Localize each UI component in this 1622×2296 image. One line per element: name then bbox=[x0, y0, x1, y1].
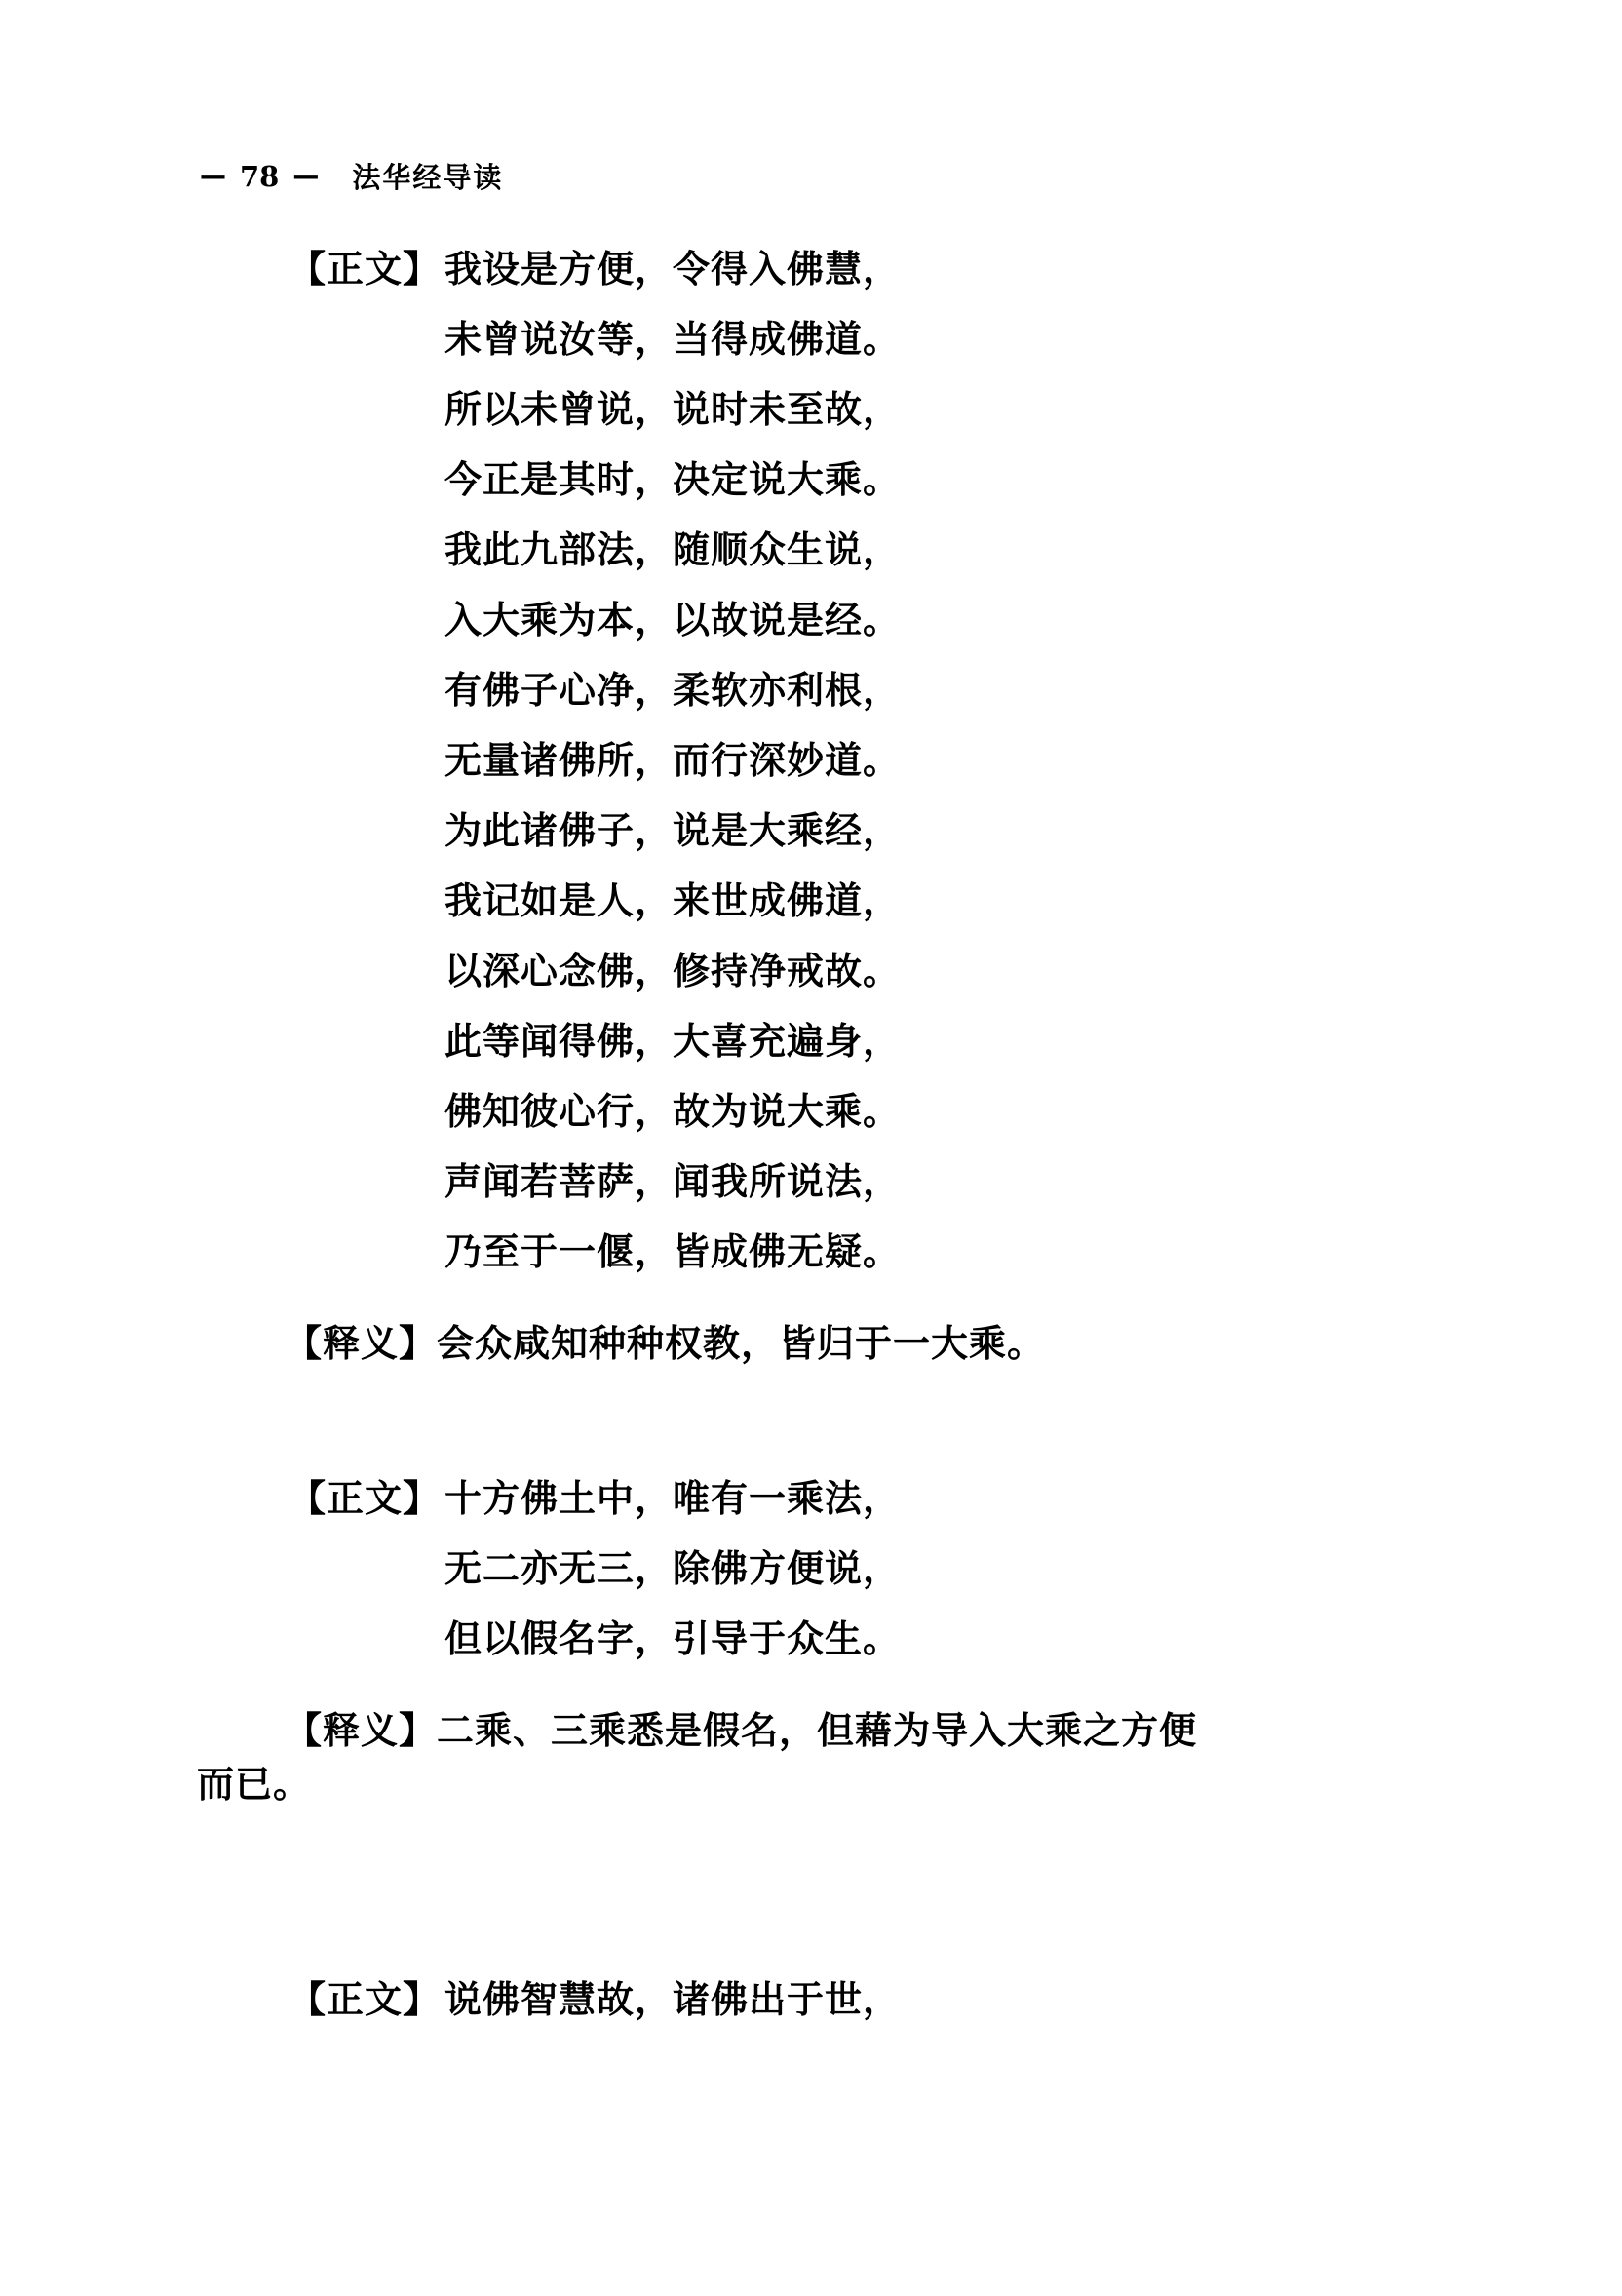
verse-text: 以深心念佛，修持净戒故。 bbox=[444, 950, 902, 992]
verse-line bbox=[0, 585, 1622, 655]
verse-line bbox=[0, 304, 1622, 374]
gloss-text: 二乘、三乘悉是假名，但藉为导入大乘之方便 bbox=[437, 1708, 1198, 1753]
verse-text: 无量诸佛所，而行深妙道。 bbox=[444, 739, 902, 782]
spacer bbox=[0, 1810, 1622, 1904]
gloss-marker: 【释义】 bbox=[285, 1321, 438, 1365]
scripture-block-1 bbox=[0, 234, 1622, 1287]
verse-line bbox=[0, 1463, 1622, 1534]
verse-line bbox=[0, 1006, 1622, 1076]
verse-line bbox=[0, 1147, 1622, 1217]
gloss-text-continuation: 而已。 bbox=[197, 1762, 312, 1807]
gloss-block-1 bbox=[0, 1316, 1622, 1370]
verse-text: 我设是方便，令得入佛慧， bbox=[444, 248, 902, 291]
verse-text: 有佛子心净，柔软亦利根， bbox=[444, 669, 902, 712]
verse-line bbox=[0, 1965, 1622, 2035]
verse-text: 我此九部法，随顺众生说， bbox=[444, 528, 902, 571]
gloss-paragraph bbox=[197, 1316, 1447, 1370]
verse-line bbox=[0, 1217, 1622, 1287]
verse-text: 为此诸佛子，说是大乘经， bbox=[444, 809, 902, 852]
verse-text: 佛知彼心行，故为说大乘。 bbox=[444, 1090, 902, 1133]
verse-line bbox=[0, 796, 1622, 866]
gloss-paragraph bbox=[197, 1703, 1447, 1757]
spacer bbox=[0, 1370, 1622, 1463]
verse-line bbox=[0, 1534, 1622, 1604]
header-dash-left: — bbox=[200, 161, 226, 191]
verse-text: 所以未曾说，说时未至故， bbox=[444, 388, 902, 431]
verse-text: 无二亦无三，除佛方便说， bbox=[444, 1547, 902, 1591]
page-number: 78 bbox=[240, 159, 280, 193]
book-title: 法华经导读 bbox=[352, 161, 504, 194]
scripture-marker: 【正文】 bbox=[289, 248, 442, 291]
verse-text: 说佛智慧故，诸佛出于世， bbox=[444, 1978, 902, 2022]
scripture-block-3 bbox=[0, 1965, 1622, 2035]
verse-text: 我记如是人，来世成佛道， bbox=[444, 879, 902, 922]
gloss-paragraph-continuation bbox=[197, 1757, 1447, 1810]
gloss-block-2 bbox=[0, 1703, 1622, 1810]
verse-text: 十方佛土中，唯有一乘法， bbox=[444, 1477, 902, 1521]
scripture-block-2 bbox=[0, 1463, 1622, 1674]
page-header bbox=[200, 156, 503, 196]
header-dash-right: — bbox=[292, 161, 320, 191]
scripture-marker: 【正文】 bbox=[289, 1978, 442, 2022]
verse-line bbox=[0, 1076, 1622, 1147]
page-body bbox=[0, 234, 1622, 2035]
verse-line bbox=[0, 866, 1622, 936]
verse-text: 此等闻得佛，大喜充遍身， bbox=[444, 1020, 902, 1063]
gloss-marker: 【释义】 bbox=[285, 1708, 438, 1753]
verse-line bbox=[0, 725, 1622, 796]
verse-text: 入大乘为本，以故说是经。 bbox=[444, 599, 902, 642]
spacer bbox=[0, 1287, 1622, 1316]
gloss-text: 会众咸知种种权教，皆归于一大乘。 bbox=[437, 1321, 1046, 1365]
verse-line bbox=[0, 374, 1622, 445]
verse-line bbox=[0, 655, 1622, 725]
verse-line bbox=[0, 1604, 1622, 1674]
verse-line bbox=[0, 234, 1622, 304]
spacer bbox=[0, 1674, 1622, 1703]
scripture-marker: 【正文】 bbox=[289, 1477, 442, 1521]
verse-text: 乃至于一偃，皆成佛无疑。 bbox=[444, 1230, 902, 1273]
verse-line bbox=[0, 936, 1622, 1006]
verse-line bbox=[0, 445, 1622, 515]
spacer bbox=[0, 1904, 1622, 1965]
verse-line bbox=[0, 515, 1622, 585]
verse-text: 但以假名字，引导于众生。 bbox=[444, 1617, 902, 1661]
verse-text: 未曾说汝等，当得成佛道。 bbox=[444, 318, 902, 361]
verse-text: 声闻若菩萨，闻我所说法， bbox=[444, 1160, 902, 1203]
verse-text: 今正是其时，决定说大乘。 bbox=[444, 458, 902, 501]
